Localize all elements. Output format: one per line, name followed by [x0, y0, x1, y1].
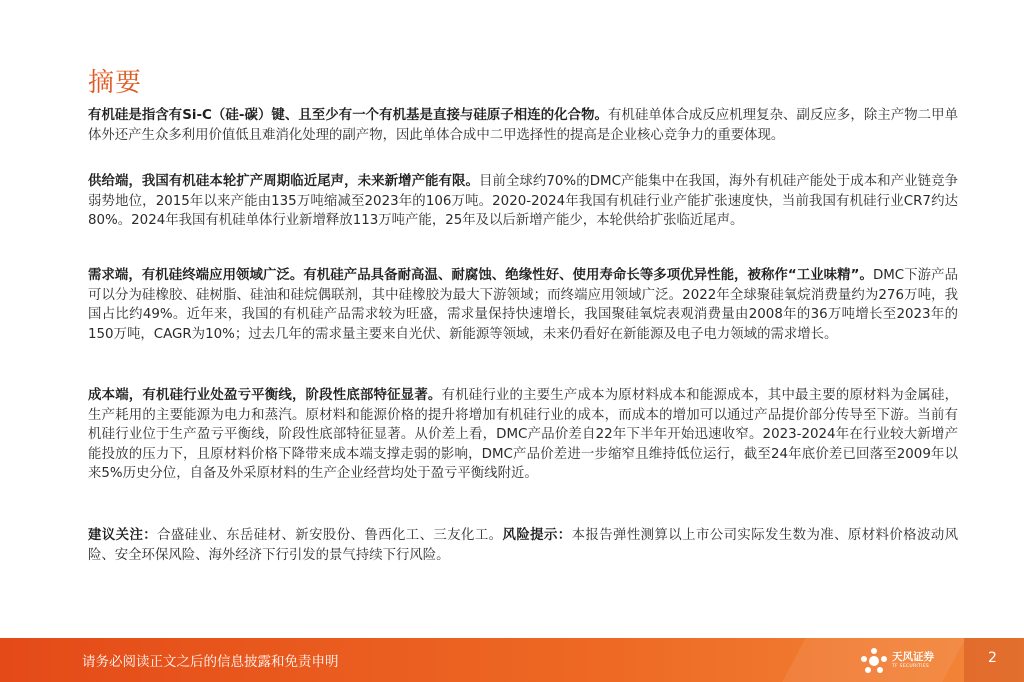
company-logo [860, 647, 940, 675]
logo-text-en: TF SECURITIES [892, 664, 930, 669]
summary-paragraph-cost [88, 386, 958, 484]
logo-mark-icon [860, 647, 888, 675]
summary-paragraph-demand [88, 266, 958, 344]
risk-body: 本报告弹性测算以上市公司实际发生数为准、原材料价格波动风险、安全环保风险、海外经济下行引发的景气持续下行风险。 [88, 528, 959, 563]
footer-bar [0, 638, 1024, 682]
paragraph-body: 目前全球约70%的DMC产能集中在我国，海外有机硅产能处于成本和产业链竞争弱势地位，2015年以来产能由135万吨缩减至2023年的106万吨。2020-2024年我国有机硅行业产能扩张速度快，当前我国有机硅行业CR7约达80%。2024年我国有机硅单体行业新增释放113万吨产能，25年及以后新增产能少，本轮供给扩张临近尾声。 [88, 174, 958, 229]
risk-label: 风险提示： [502, 528, 572, 543]
logo-text-cn: 天风证券 [892, 651, 934, 663]
paragraph-lead: 成本端，有机硅行业处盈亏平衡线，阶段性底部特征显著。 [88, 388, 442, 403]
summary-paragraph-definition [88, 106, 958, 145]
paragraph-body: 有机硅单体合成反应机理复杂、副反应多，除主产物二甲单体外还产生众多利用价值低且难消化处理的副产物，因此单体合成中二甲选择性的提高是企业核心竞争力的重要体现。 [88, 108, 958, 143]
paragraph-body: DMC下游产品可以分为硅橡胶、硅树脂、硅油和硅烷偶联剂，其中硅橡胶为最大下游领域；而终端应用领域广泛。2022年全球聚硅氧烷消费量约为276万吨，我国占比约49%。近年来，我国的有机硅产品需求较为旺盛，需求量保持快速增长，我国聚硅氧烷表观消费量由2008年的36万吨增长至2023年的150万吨，CAGR为10%；过去几年的需求量主要来自光伏、新能源等领域，未来仍看好在新能源及电子电力领域的需求增长。 [88, 268, 958, 342]
page-number: 2 [988, 650, 997, 666]
footer-disclaimer: 请务必阅读正文之后的信息披露和免责申明 [82, 654, 339, 670]
summary-paragraph-recommendation [88, 526, 958, 565]
paragraph-lead: 供给端，我国有机硅本轮扩产周期临近尾声，未来新增产能有限。 [88, 174, 479, 189]
page-title: 摘要 [88, 68, 143, 98]
recommendation-label: 建议关注： [88, 528, 158, 543]
recommendation-body: 合盛硅业、东岳硅材、新安股份、鲁西化工、三友化工。 [157, 528, 503, 543]
paragraph-body: 有机硅行业的主要生产成本为原材料成本和能源成本，其中最主要的原材料为金属硅，生产耗用的主要能源为电力和蒸汽。原材料和能源价格的提升将增加有机硅行业的成本，而成本的增加可以通过产品提价部分传导至下游。当前有机硅行业位于生产盈亏平衡线，阶段性底部特征显著。从价差上看，DMC产品价差自22年下半年开始迅速收窄。2023-2024年在行业较大新增产能投放的压力下，且原材料价格下降带来成本端支撑走弱的影响，DMC产品价差进一步缩窄且维持低位运行，截至24年底价差已回落至2009年以来5%历史分位，自备及外采原材料的生产企业经营均处于盈亏平衡线附近。 [88, 388, 959, 482]
paragraph-lead: 需求端，有机硅终端应用领域广泛。有机硅产品具备耐高温、耐腐蚀、绝缘性好、使用寿命长等多项优异性能，被称作“工业味精”。 [88, 268, 873, 283]
summary-paragraph-supply [88, 172, 958, 231]
paragraph-lead: 有机硅是指含有Si-C（硅-碳）键、且至少有一个有机基是直接与硅原子相连的化合物。 [88, 108, 609, 123]
